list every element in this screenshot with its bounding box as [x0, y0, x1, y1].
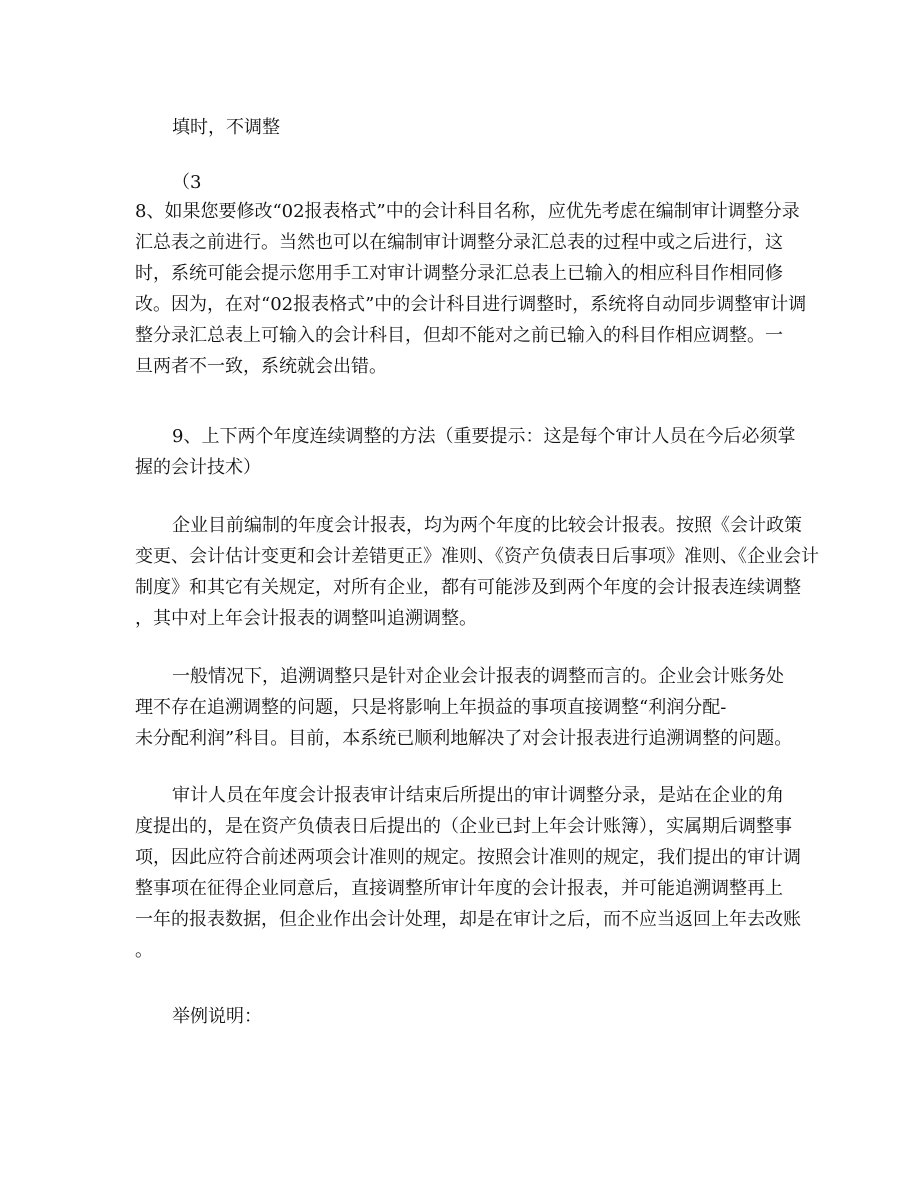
- paragraph-audit-entries: [135, 780, 801, 966]
- paragraph-annual-reports: [135, 510, 819, 634]
- text-line: 制度》和其它有关规定，对所有企业，都有可能涉及到两个年度的会计报表连续调整: [135, 577, 801, 598]
- continuation-line: 填时，不调整: [172, 117, 280, 138]
- text-line: 度提出的，是在资产负债表日后提出的（企业已封上年会计账簿），实属期后调整事: [135, 816, 792, 837]
- text-line: 企业目前编制的年度会计报表，均为两个年度的比较会计报表。按照《会计政策: [172, 515, 802, 536]
- text-line: ，其中对上年会计报表的调整叫追溯调整。: [135, 608, 477, 629]
- text-line: 未分配利润”科目。目前，本系统已顺利地解决了对会计报表进行追溯调整的问题。: [135, 728, 793, 749]
- text-line: 整分录汇总表上可输入的会计科目，但却不能对之前已输入的科目作相应调整。一: [135, 325, 783, 346]
- text-line: 。: [135, 940, 153, 961]
- paragraph-retroactive-adjustment: [135, 661, 793, 754]
- item-number-fragment: （3: [172, 172, 202, 193]
- text-line: 8、如果您要修改“02报表格式”中的会计科目名称，应优先考虑在编制审计调整分录: [135, 201, 800, 222]
- text-line: 一般情况下，追溯调整只是针对企业会计报表的调整而言的。企业会计账务处: [172, 666, 784, 687]
- text-line: 整事项在征得企业同意后，直接调整所审计年度的会计报表，并可能追溯调整再上: [135, 878, 783, 899]
- text-line: 汇总表之前进行。当然也可以在编制审计调整分录汇总表的过程中或之后进行，这: [135, 232, 783, 253]
- text-line: 改。因为，在对“02报表格式”中的会计科目进行调整时，系统将自动同步调整审计调: [135, 294, 807, 315]
- paragraph-item-8: [135, 196, 807, 382]
- paragraph-item-9: [135, 421, 796, 483]
- text-line: 握的会计技术）: [135, 457, 261, 478]
- text-line: 旦两者不一致，系统就会出错。: [135, 356, 387, 377]
- text-line: 理不存在追溯调整的问题，只是将影响上年损益的事项直接调整“利润分配-: [135, 697, 727, 718]
- text-line: 时，系统可能会提示您用手工对审计调整分录汇总表上已输入的相应科目作相同修: [135, 263, 783, 284]
- text-line: 项，因此应符合前述两项会计准则的规定。按照会计准则的规定，我们提出的审计调: [135, 847, 801, 868]
- example-heading: 举例说明：: [172, 1006, 262, 1027]
- text-line: 变更、会计估计变更和会计差错更正》准则、《资产负债表日后事项》准则、《企业会计: [135, 546, 819, 567]
- text-line: 一年的报表数据，但企业作出会计处理，却是在审计之后，而不应当返回上年去改账: [135, 909, 801, 930]
- text-line: 9、上下两个年度连续调整的方法（重要提示：这是每个审计人员在今后必须掌: [172, 426, 796, 447]
- text-line: 审计人员在年度会计报表审计结束后所提出的审计调整分录，是站在企业的角: [172, 785, 784, 806]
